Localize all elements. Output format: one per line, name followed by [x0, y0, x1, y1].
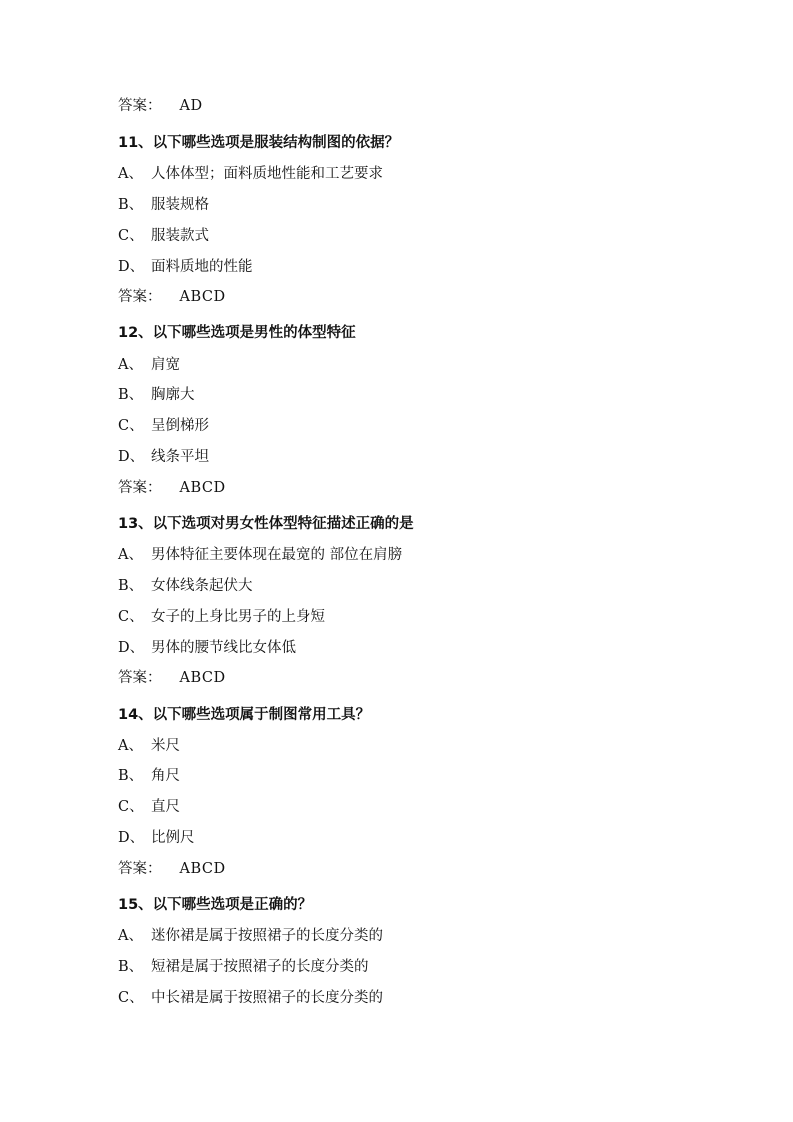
option-letter: D、: [118, 830, 145, 846]
option-letter: A、: [118, 357, 143, 373]
answer-value: AD: [179, 98, 203, 114]
option-text: 短裙是属于按照裙子的长度分类的: [151, 959, 369, 975]
option-text: 男体的腰节线比女体低: [151, 640, 296, 656]
option-text: 呈倒梯形: [151, 418, 209, 434]
option-letter: C、: [118, 228, 144, 244]
question-14-answer: [118, 859, 226, 879]
answer-value: ABCD: [179, 670, 226, 686]
question-14-option-b: [118, 766, 180, 786]
answer-label: 答案：: [118, 480, 162, 496]
question-11-title: 11、以下哪些选项是服装结构制图的依据？: [118, 135, 400, 151]
answer-label: 答案：: [118, 670, 162, 686]
option-letter: C、: [118, 418, 144, 434]
question-12-answer: [118, 478, 226, 498]
question-15-option-c: [118, 988, 383, 1008]
question-12-option-b: [118, 385, 195, 405]
question-12-option-a: [118, 355, 180, 375]
question-13-answer: [118, 668, 226, 688]
option-letter: B、: [118, 578, 144, 594]
option-text: 男体特征主要体现在最宽的 部位在肩膀: [151, 547, 403, 563]
option-text: 直尺: [151, 799, 180, 815]
option-text: 中长裙是属于按照裙子的长度分类的: [151, 990, 383, 1006]
question-12-title: 12、以下哪些选项是男性的体型特征: [118, 325, 356, 341]
answer-value: ABCD: [179, 480, 226, 496]
option-letter: A、: [118, 928, 143, 944]
question-12-option-c: [118, 416, 209, 436]
option-text: 人体体型；面料质地性能和工艺要求: [151, 166, 383, 182]
option-text: 线条平坦: [151, 449, 209, 465]
question-15-option-b: [118, 957, 369, 977]
option-letter: A、: [118, 547, 143, 563]
question-14-title: 14、以下哪些选项属于制图常用工具？: [118, 707, 371, 723]
answer-value: ABCD: [179, 289, 226, 305]
option-letter: D、: [118, 640, 145, 656]
question-15-title: 15、以下哪些选项是正确的？: [118, 897, 313, 913]
option-letter: C、: [118, 990, 144, 1006]
answer-label: 答案：: [118, 289, 162, 305]
question-11-option-c: [118, 226, 209, 246]
option-text: 米尺: [151, 738, 180, 754]
question-11-option-b: [118, 195, 209, 215]
question-13-option-a: [118, 545, 402, 565]
question-11-answer: [118, 287, 226, 307]
option-text: 角尺: [151, 768, 180, 784]
previous-answer: [118, 96, 203, 116]
question-11-option-d: [118, 257, 253, 277]
option-letter: A、: [118, 166, 143, 182]
question-14-option-a: [118, 736, 180, 756]
option-letter: B、: [118, 768, 144, 784]
answer-value: ABCD: [179, 861, 226, 877]
question-13-option-c: [118, 607, 325, 627]
option-text: 服装款式: [151, 228, 209, 244]
question-13-option-b: [118, 576, 253, 596]
question-15-option-a: [118, 926, 383, 946]
answer-label: 答案：: [118, 861, 162, 877]
option-letter: C、: [118, 609, 144, 625]
option-text: 面料质地的性能: [151, 259, 253, 275]
question-13-title: 13、以下选项对男女性体型特征描述正确的是: [118, 516, 414, 532]
option-text: 肩宽: [151, 357, 180, 373]
option-letter: B、: [118, 959, 144, 975]
option-letter: B、: [118, 197, 144, 213]
question-11-option-a: [118, 164, 383, 184]
option-letter: A、: [118, 738, 143, 754]
option-letter: D、: [118, 449, 145, 465]
option-text: 服装规格: [151, 197, 209, 213]
option-letter: C、: [118, 799, 144, 815]
option-letter: D、: [118, 259, 145, 275]
option-letter: B、: [118, 387, 144, 403]
question-14-option-d: [118, 828, 195, 848]
option-text: 女体线条起伏大: [151, 578, 253, 594]
question-12-option-d: [118, 447, 209, 467]
question-13-option-d: [118, 638, 296, 658]
option-text: 胸廓大: [151, 387, 195, 403]
option-text: 迷你裙是属于按照裙子的长度分类的: [151, 928, 383, 944]
answer-label: 答案：: [118, 98, 162, 114]
question-14-option-c: [118, 797, 180, 817]
option-text: 女子的上身比男子的上身短: [151, 609, 325, 625]
option-text: 比例尺: [151, 830, 195, 846]
